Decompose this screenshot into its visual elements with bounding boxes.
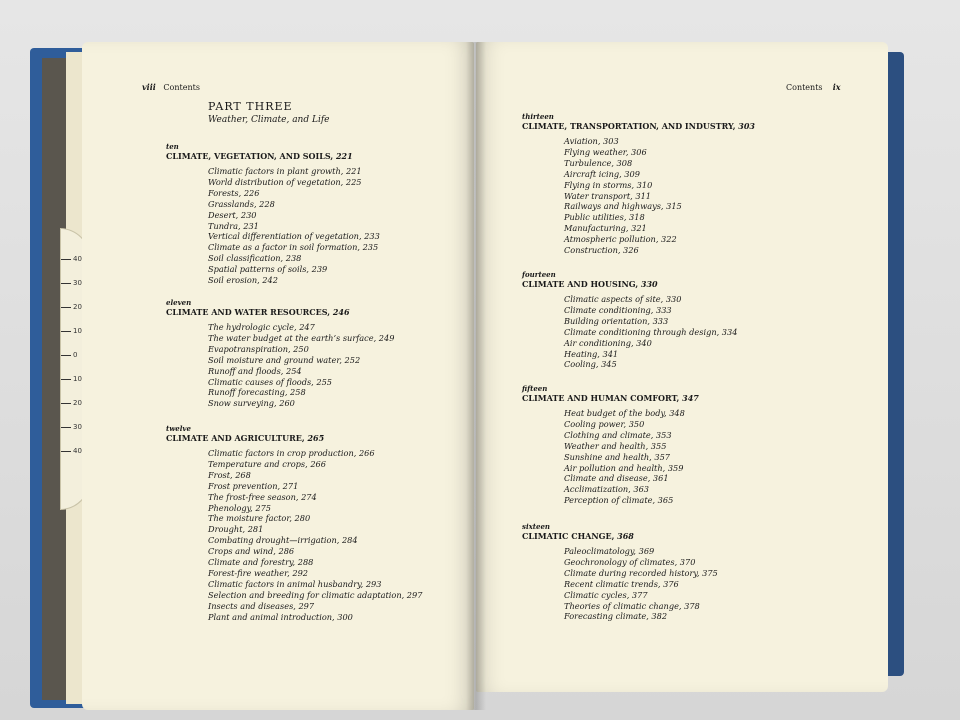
toc-entry: Spatial patterns of soils, 239 [208, 264, 328, 275]
ruler-tick [61, 427, 71, 428]
book-gutter [466, 42, 486, 710]
toc-entry: Cooling, 345 [564, 359, 617, 370]
toc-entry: Tundra, 231 [208, 220, 259, 231]
toc-entry: Heat budget of the body, 348 [564, 408, 685, 418]
chapter-page-number: 347 [682, 393, 699, 403]
toc-entry: Cooling power, 350 [564, 418, 645, 429]
chapter-twelve [166, 424, 422, 623]
toc-entries [208, 322, 394, 409]
toc-entry: Manufacturing, 321 [564, 223, 647, 234]
toc-entry: Climate and forestry, 288 [208, 557, 314, 568]
toc-entry: Vertical differentiation of vegetation, 233 [208, 231, 380, 242]
ruler-label: 30 [73, 279, 82, 287]
toc-entry: Recent climatic trends, 376 [564, 578, 679, 589]
ruler-tick [61, 379, 71, 380]
toc-entry: Climatic aspects of site, 330 [564, 294, 682, 304]
ruler-label: 0 [73, 351, 78, 359]
page-number: ix [832, 82, 841, 92]
toc-entry: Paleoclimatology, 369 [564, 546, 655, 556]
toc-entry: Plant and animal introduction, 300 [208, 611, 353, 622]
toc-entry: Climatic factors in animal husbandry, 293 [208, 578, 382, 589]
chapter-page-number: 368 [617, 531, 634, 541]
left-page-header [142, 82, 200, 92]
part-subtitle: Weather, Climate, and Life [208, 115, 330, 125]
chapter-number: ten [166, 142, 179, 151]
toc-entry: Selection and breeding for climatic adaptation, 297 [208, 589, 423, 600]
chapter-fifteen [522, 384, 699, 506]
right-page [476, 42, 888, 692]
toc-entry: Construction, 326 [564, 245, 639, 256]
ruler-label: 10 [73, 375, 82, 383]
chapter-title [166, 307, 394, 318]
chapter-page-number: 265 [307, 433, 325, 443]
toc-entry: Phenology, 275 [208, 502, 271, 513]
chapter-title [166, 151, 380, 162]
toc-entry: Water transport, 311 [564, 190, 652, 201]
chapter-page-number: 221 [335, 151, 353, 161]
chapter-number: fifteen [522, 384, 548, 393]
toc-entry: Snow surveying, 260 [208, 398, 295, 409]
toc-entry: Heating, 341 [564, 348, 619, 359]
ruler-label: 20 [73, 399, 82, 407]
chapter-sixteen [522, 522, 718, 622]
chapter-title [522, 121, 755, 132]
toc-entries [208, 448, 422, 623]
ruler-tick [61, 259, 71, 260]
ruler-tick [61, 355, 71, 356]
toc-entry: The frost-free season, 274 [208, 491, 317, 502]
page-number: viii [142, 82, 156, 92]
chapter-ten [166, 142, 380, 286]
toc-entry: Air conditioning, 340 [564, 337, 652, 348]
ruler-tick [61, 451, 71, 452]
chapter-title-text: CLIMATE AND AGRICULTURE, [166, 433, 308, 443]
toc-entry: Soil erosion, 242 [208, 275, 278, 286]
chapter-title-text: CLIMATE AND HOUSING, [522, 279, 641, 289]
toc-entry: Climate during recorded history, 375 [564, 567, 718, 578]
toc-entry: Air pollution and health, 359 [564, 462, 684, 473]
toc-entries [208, 166, 380, 286]
toc-entry: Frost prevention, 271 [208, 480, 299, 491]
toc-entry: Theories of climatic change, 378 [564, 600, 700, 611]
toc-entry: The water budget at the earth’s surface, 249 [208, 332, 395, 343]
toc-entry: Aircraft icing, 309 [564, 168, 640, 179]
chapter-title-text: CLIMATE, TRANSPORTATION, AND INDUSTRY, [522, 121, 739, 131]
toc-entry: Combating drought—irrigation, 284 [208, 535, 358, 546]
toc-entry: Climate conditioning through design, 334 [564, 326, 738, 337]
ruler-label: 20 [73, 303, 82, 311]
chapter-number: fourteen [522, 270, 556, 279]
toc-entry: Sunshine and health, 357 [564, 451, 670, 462]
toc-entry: Forecasting climate, 382 [564, 611, 668, 622]
toc-entry: Aviation, 303 [564, 136, 619, 146]
chapter-number: sixteen [522, 522, 551, 531]
toc-entry: Perception of climate, 365 [564, 495, 674, 506]
toc-entry: Climatic factors in crop production, 266 [208, 448, 375, 458]
toc-entry: Turbulence, 308 [564, 157, 633, 168]
toc-entry: Runoff forecasting, 258 [208, 387, 306, 398]
chapter-number: eleven [166, 298, 192, 307]
chapter-eleven [166, 298, 394, 409]
chapter-page-number: 330 [640, 279, 658, 289]
toc-entry: Soil classification, 238 [208, 253, 302, 264]
chapter-title [522, 531, 718, 542]
toc-entry: Public utilities, 318 [564, 212, 645, 223]
toc-entry: Acclimatization, 363 [564, 484, 650, 495]
header-title: Contents [786, 83, 823, 92]
chapter-thirteen [522, 112, 755, 256]
toc-entry: Temperature and crops, 266 [208, 458, 326, 469]
toc-entry: Climatic factors in plant growth, 221 [208, 166, 362, 176]
chapter-title-text: CLIMATE, VEGETATION, AND SOILS, [166, 151, 336, 161]
toc-entry: Soil moisture and ground water, 252 [208, 354, 361, 365]
toc-entry: Runoff and floods, 254 [208, 365, 302, 376]
ruler-label: 40 [73, 447, 82, 455]
header-title: Contents [163, 83, 200, 92]
toc-entry: Climate conditioning, 333 [564, 304, 672, 315]
ruler-tick [61, 403, 71, 404]
toc-entry: Forest-fire weather, 292 [208, 567, 308, 578]
ruler-tick [61, 331, 71, 332]
toc-entry: Atmospheric pollution, 322 [564, 234, 677, 245]
chapter-title [166, 433, 422, 444]
toc-entry: Climatic cycles, 377 [564, 589, 648, 600]
toc-entries [564, 136, 755, 256]
toc-entries [564, 546, 718, 622]
toc-entry: Railways and highways, 315 [564, 201, 682, 212]
toc-entry: Evapotranspiration, 250 [208, 343, 309, 354]
toc-entry: Weather and health, 355 [564, 440, 667, 451]
toc-entry: The moisture factor, 280 [208, 513, 311, 524]
ruler-label: 10 [73, 327, 82, 335]
toc-entries [564, 408, 699, 506]
chapter-page-number: 303 [738, 121, 755, 131]
toc-entry: Climatic causes of floods, 255 [208, 376, 332, 387]
toc-entry: Drought, 281 [208, 524, 264, 535]
toc-entry: Building orientation, 333 [564, 315, 669, 326]
toc-entry: Insects and diseases, 297 [208, 600, 315, 611]
chapter-page-number: 246 [332, 307, 350, 317]
toc-entry: World distribution of vegetation, 225 [208, 176, 362, 187]
toc-entry: Grasslands, 228 [208, 198, 275, 209]
chapter-number: thirteen [522, 112, 554, 121]
toc-entry: Frost, 268 [208, 469, 251, 480]
part-title: PART THREE [208, 100, 293, 113]
chapter-title [522, 393, 699, 404]
ruler-label: 30 [73, 423, 82, 431]
chapter-title-text: CLIMATE AND WATER RESOURCES, [166, 307, 333, 317]
toc-entry: Climate and disease, 361 [564, 473, 669, 484]
toc-entry: Climate as a factor in soil formation, 235 [208, 242, 379, 253]
toc-entry: Crops and wind, 286 [208, 546, 295, 557]
ruler-tick [61, 307, 71, 308]
chapter-title-text: CLIMATIC CHANGE, [522, 531, 618, 541]
toc-entry: Clothing and climate, 353 [564, 429, 672, 440]
chapter-title [522, 279, 737, 290]
toc-entries [564, 294, 737, 370]
toc-entry: Desert, 230 [208, 209, 257, 220]
ruler-tick [61, 283, 71, 284]
toc-entry: The hydrologic cycle, 247 [208, 322, 315, 332]
toc-entry: Flying in storms, 310 [564, 179, 653, 190]
toc-entry: Flying weather, 306 [564, 146, 647, 157]
toc-entry: Geochronology of climates, 370 [564, 556, 696, 567]
toc-entry: Forests, 226 [208, 187, 260, 198]
chapter-title-text: CLIMATE AND HUMAN COMFORT, [522, 393, 683, 403]
chapter-fourteen [522, 270, 737, 370]
left-page [82, 42, 474, 710]
chapter-number: twelve [166, 424, 191, 433]
right-page-header [786, 82, 841, 92]
ruler-label: 40 [73, 255, 82, 263]
